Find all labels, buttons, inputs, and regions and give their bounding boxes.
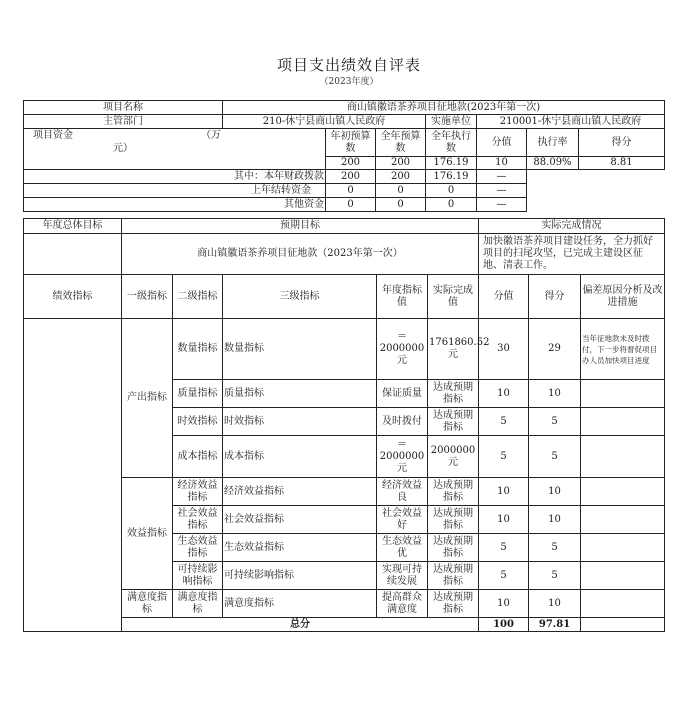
sustain-l2: 可持续影响指标 bbox=[173, 562, 223, 590]
economic-l2: 经济效益指标 bbox=[173, 478, 223, 506]
cost-points: 5 bbox=[529, 436, 581, 478]
score-col-header: 分值 bbox=[479, 275, 529, 319]
funds-table bbox=[23, 100, 665, 212]
project-name-row bbox=[24, 101, 665, 115]
impl-unit-value: 210001-休宁县商山镇人民政府 bbox=[477, 115, 665, 129]
fiscal-exec: 176.19 bbox=[426, 170, 477, 184]
impl-unit-label: 实施单位 bbox=[426, 115, 477, 129]
sustain-points: 5 bbox=[529, 562, 581, 590]
satisfaction-l2: 满意度指标 bbox=[173, 590, 223, 618]
ecological-index: 生态效益优 bbox=[377, 534, 428, 562]
total-start: 200 bbox=[326, 157, 376, 170]
cost-score: 5 bbox=[479, 436, 529, 478]
economic-l3: 经济效益指标 bbox=[223, 478, 377, 506]
timeliness-index: 及时拨付 bbox=[377, 408, 428, 436]
project-name-label: 项目名称 bbox=[24, 101, 223, 115]
carryover-score: — bbox=[477, 184, 527, 198]
satisfaction-points: 10 bbox=[529, 590, 581, 618]
funds-carryover-row bbox=[24, 184, 665, 198]
total-points: 8.81 bbox=[579, 157, 665, 170]
output-l1: 产出指标 bbox=[122, 319, 173, 478]
quantity-index: ＝2000000元 bbox=[377, 319, 428, 380]
ecological-l2: 生态效益指标 bbox=[173, 534, 223, 562]
quantity-note: 当年征地款未及时拨付，下一步将督促项目办人员加快项目进度 bbox=[581, 319, 665, 380]
other-label: 其他资金 bbox=[24, 198, 326, 212]
social-score: 10 bbox=[479, 506, 529, 534]
quantity-actual: 1761860.52元 bbox=[428, 319, 479, 380]
other-exec: 0 bbox=[426, 198, 477, 212]
sustain-actual: 达成预期指标 bbox=[428, 562, 479, 590]
budget-start-header: 年初预算数 bbox=[326, 129, 376, 157]
quantity-l3: 数量指标 bbox=[223, 319, 377, 380]
timeliness-l2: 时效指标 bbox=[173, 408, 223, 436]
funds-header-row bbox=[24, 129, 665, 157]
sustain-l3: 可持续影响指标 bbox=[223, 562, 377, 590]
expected-goal-text: 商山镇徽语茶养项目征地款（2023年第一次） bbox=[122, 234, 479, 275]
goal-header-row bbox=[24, 219, 665, 234]
sustain-index: 实现可持续发展 bbox=[377, 562, 428, 590]
total-full: 200 bbox=[376, 157, 426, 170]
expected-goal-header: 预期目标 bbox=[122, 219, 479, 234]
fiscal-score: — bbox=[477, 170, 527, 184]
indicator-header-row bbox=[24, 275, 665, 319]
economic-index: 经济效益良 bbox=[377, 478, 428, 506]
total-label: 总分 bbox=[122, 618, 479, 632]
page-subtitle: （2023年度） bbox=[319, 77, 379, 87]
social-l3: 社会效益指标 bbox=[223, 506, 377, 534]
indicator-table bbox=[23, 218, 665, 632]
satisfaction-actual: 达成预期指标 bbox=[428, 590, 479, 618]
points-header: 得分 bbox=[579, 129, 665, 157]
other-score: — bbox=[477, 198, 527, 212]
satisfaction-l3: 满意度指标 bbox=[223, 590, 377, 618]
timeliness-actual: 达成预期指标 bbox=[428, 408, 479, 436]
cost-l3: 成本指标 bbox=[223, 436, 377, 478]
economic-points: 10 bbox=[529, 478, 581, 506]
project-name-value: 商山镇徽语茶养项目征地款(2023年第一次) bbox=[223, 101, 665, 115]
carryover-start: 0 bbox=[326, 184, 376, 198]
ecological-l3: 生态效益指标 bbox=[223, 534, 377, 562]
actual-value-header: 实际完成值 bbox=[428, 275, 479, 319]
total-rate: 88.09% bbox=[527, 157, 579, 170]
quantity-l2: 数量指标 bbox=[173, 319, 223, 380]
funds-fiscal-row bbox=[24, 170, 665, 184]
fiscal-start: 200 bbox=[326, 170, 376, 184]
annual-index-header: 年度指标值 bbox=[377, 275, 428, 319]
exec-rate-header: 执行率 bbox=[527, 129, 579, 157]
social-points: 10 bbox=[529, 506, 581, 534]
quality-score: 10 bbox=[479, 380, 529, 408]
quality-points: 10 bbox=[529, 380, 581, 408]
timeliness-score: 5 bbox=[479, 408, 529, 436]
satisfaction-index: 提高群众满意度 bbox=[377, 590, 428, 618]
dept-value: 210-休宁县商山镇人民政府 bbox=[223, 115, 426, 129]
quality-l3: 质量指标 bbox=[223, 380, 377, 408]
level2-header: 二级指标 bbox=[173, 275, 223, 319]
quantity-score: 30 bbox=[479, 319, 529, 380]
cost-index: ＝2000000元 bbox=[377, 436, 428, 478]
table-row bbox=[24, 319, 665, 380]
goal-content-row bbox=[24, 234, 665, 275]
satisfaction-score: 10 bbox=[479, 590, 529, 618]
quality-l2: 质量指标 bbox=[173, 380, 223, 408]
total-points-value: 97.81 bbox=[529, 618, 581, 632]
funds-label: 项目资金 （万 元） bbox=[24, 129, 326, 170]
other-full: 0 bbox=[376, 198, 426, 212]
timeliness-l3: 时效指标 bbox=[223, 408, 377, 436]
ecological-points: 5 bbox=[529, 534, 581, 562]
budget-full-header: 全年预算数 bbox=[376, 129, 426, 157]
score-header: 分值 bbox=[477, 129, 527, 157]
level1-header: 一级指标 bbox=[122, 275, 173, 319]
sustain-score: 5 bbox=[479, 562, 529, 590]
economic-actual: 达成预期指标 bbox=[428, 478, 479, 506]
ecological-score: 5 bbox=[479, 534, 529, 562]
social-index: 社会效益好 bbox=[377, 506, 428, 534]
dept-label: 主管部门 bbox=[24, 115, 223, 129]
exec-full-header: 全年执行数 bbox=[426, 129, 477, 157]
satisfaction-l1: 满意度指标 bbox=[122, 590, 173, 618]
carryover-label: 上年结转资金 bbox=[24, 184, 326, 198]
total-score-value: 100 bbox=[479, 618, 529, 632]
quantity-points: 29 bbox=[529, 319, 581, 380]
fiscal-label: 其中：本年财政拨款 bbox=[24, 170, 326, 184]
social-l2: 社会效益指标 bbox=[173, 506, 223, 534]
economic-score: 10 bbox=[479, 478, 529, 506]
perf-indicator-header: 绩效指标 bbox=[24, 275, 122, 319]
total-score: 10 bbox=[477, 157, 527, 170]
actual-status-header: 实际完成情况 bbox=[479, 219, 665, 234]
social-actual: 达成预期指标 bbox=[428, 506, 479, 534]
funds-other-row bbox=[24, 198, 665, 212]
dept-row bbox=[24, 115, 665, 129]
other-start: 0 bbox=[326, 198, 376, 212]
page-title: 项目支出绩效自评表 bbox=[276, 56, 421, 74]
ecological-actual: 达成预期指标 bbox=[428, 534, 479, 562]
carryover-full: 0 bbox=[376, 184, 426, 198]
actual-status-text: 加快徽语茶养项目建设任务，全力抓好项目的扫尾攻坚，已完成主建设区征地、清表工作。 bbox=[479, 234, 665, 275]
points-col-header: 得分 bbox=[529, 275, 581, 319]
quality-index: 保证质量 bbox=[377, 380, 428, 408]
cost-actual: 2000000元 bbox=[428, 436, 479, 478]
cost-l2: 成本指标 bbox=[173, 436, 223, 478]
benefit-l1: 效益指标 bbox=[122, 478, 173, 590]
level3-header: 三级指标 bbox=[223, 275, 377, 319]
quality-actual: 达成预期指标 bbox=[428, 380, 479, 408]
fiscal-full: 200 bbox=[376, 170, 426, 184]
annual-goal-label: 年度总体目标 bbox=[24, 219, 122, 234]
total-exec: 176.19 bbox=[426, 157, 477, 170]
timeliness-points: 5 bbox=[529, 408, 581, 436]
carryover-exec: 0 bbox=[426, 184, 477, 198]
deviation-header: 偏差原因分析及改进措施 bbox=[581, 275, 665, 319]
